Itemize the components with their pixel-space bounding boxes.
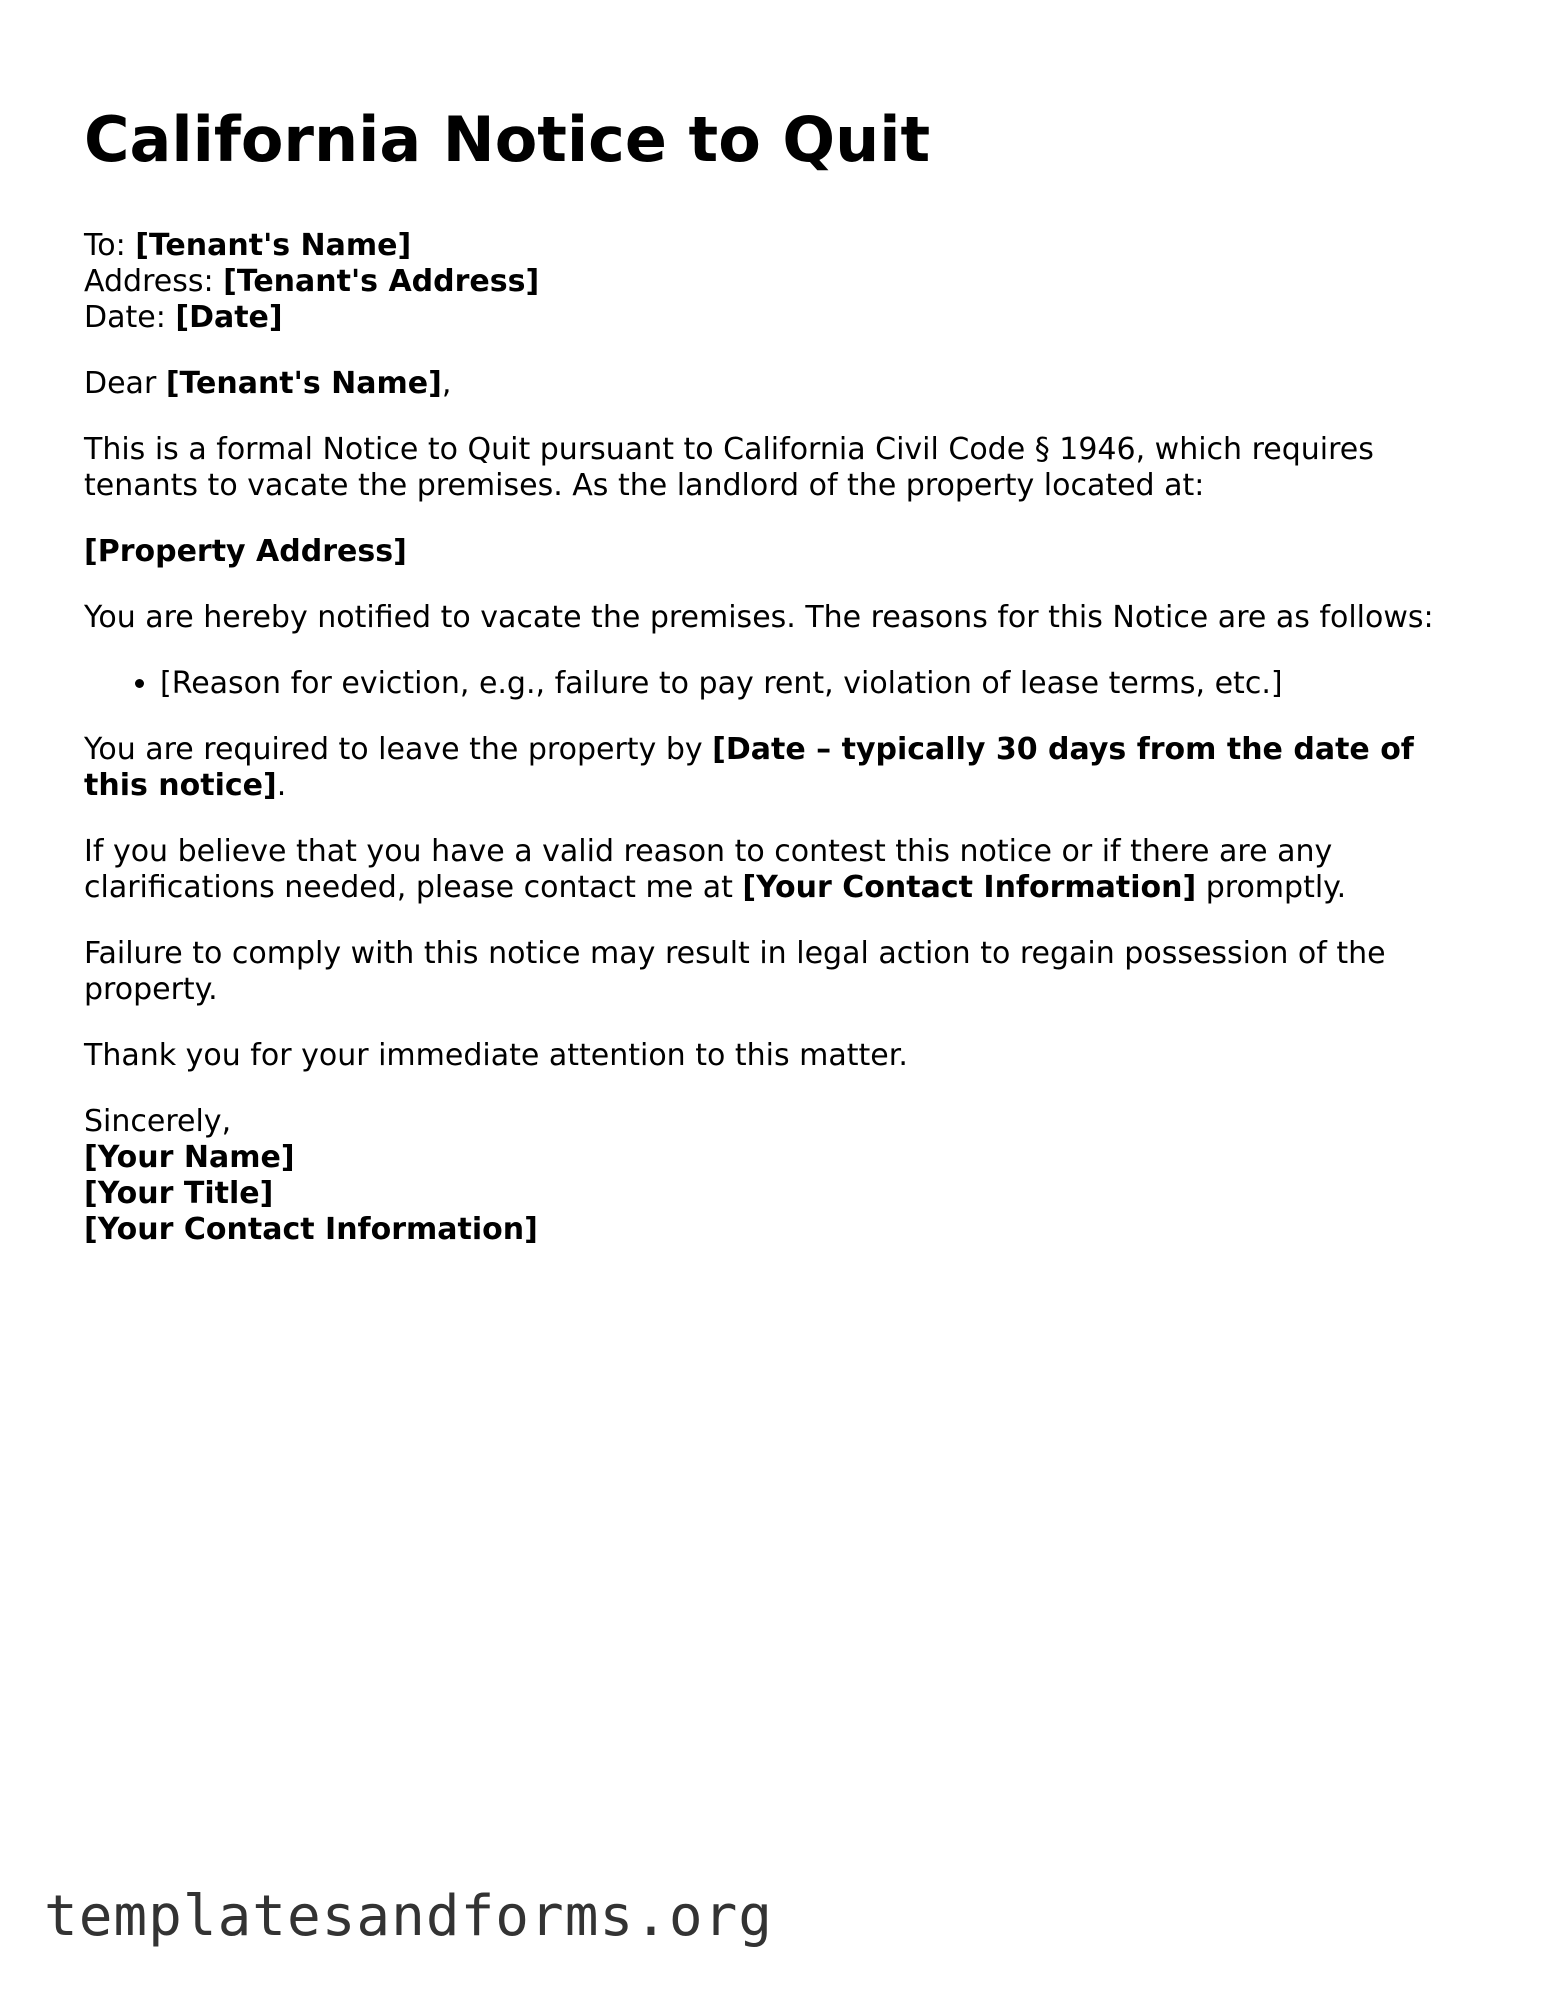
reason-item: • [Reason for eviction, e.g., failure to pay rent, violation of lease terms, etc.]: [160, 666, 1464, 702]
contest-contact: [Your Contact Information]: [742, 870, 1197, 905]
contest-prefix: If you believe that you have a valid reason to contest this notice or if there are any clarifications needed, please contact me at: [84, 834, 1333, 905]
address-label: Address:: [84, 264, 224, 299]
deadline-paragraph: [84, 732, 1464, 804]
property-address-placeholder: [Property Address]: [84, 534, 407, 569]
closing-title: [Your Title]: [84, 1176, 274, 1211]
failure-paragraph: Failure to comply with this notice may result in legal action to regain possession of the property.: [84, 936, 1386, 1007]
closing-name: [Your Name]: [84, 1140, 295, 1175]
site-watermark: templatesandforms.org: [44, 1884, 774, 1949]
document-page: [84, 100, 1464, 1278]
tenant-address-placeholder: [Tenant's Address]: [223, 264, 540, 299]
recipient-block: [84, 228, 1464, 336]
intro-paragraph: This is a formal Notice to Quit pursuant to California Civil Code § 1946, which requires tenants to vacate the premises. As the landlord of the property located at:: [84, 432, 1374, 503]
deadline-value: [Date – typically 30 days from the date of this notice]: [84, 732, 1414, 803]
reasons-intro: You are hereby notified to vacate the premises. The reasons for this Notice are as follows:: [84, 600, 1434, 635]
date-placeholder: [Date]: [175, 300, 283, 335]
closing-sincerely: Sincerely,: [84, 1104, 232, 1139]
contest-paragraph: [84, 834, 1464, 906]
thanks-paragraph: Thank you for your immediate attention to this matter.: [84, 1038, 908, 1073]
property-address: [84, 534, 1464, 570]
contest-suffix: promptly.: [1196, 870, 1347, 905]
salutation-name: [Tenant's Name]: [165, 366, 442, 401]
salutation-prefix: Dear: [84, 366, 166, 401]
reasons-list: [84, 666, 1464, 702]
tenant-name-placeholder: [Tenant's Name]: [135, 228, 412, 263]
date-label: Date:: [84, 300, 176, 335]
document-title: California Notice to Quit: [84, 103, 931, 176]
to-label: To:: [84, 228, 136, 263]
salutation: [84, 366, 1464, 402]
salutation-suffix: ,: [441, 366, 452, 401]
closing-block: [84, 1104, 1464, 1248]
deadline-prefix: You are required to leave the property by: [84, 732, 713, 767]
deadline-suffix: .: [276, 768, 287, 803]
closing-contact: [Your Contact Information]: [84, 1212, 538, 1247]
